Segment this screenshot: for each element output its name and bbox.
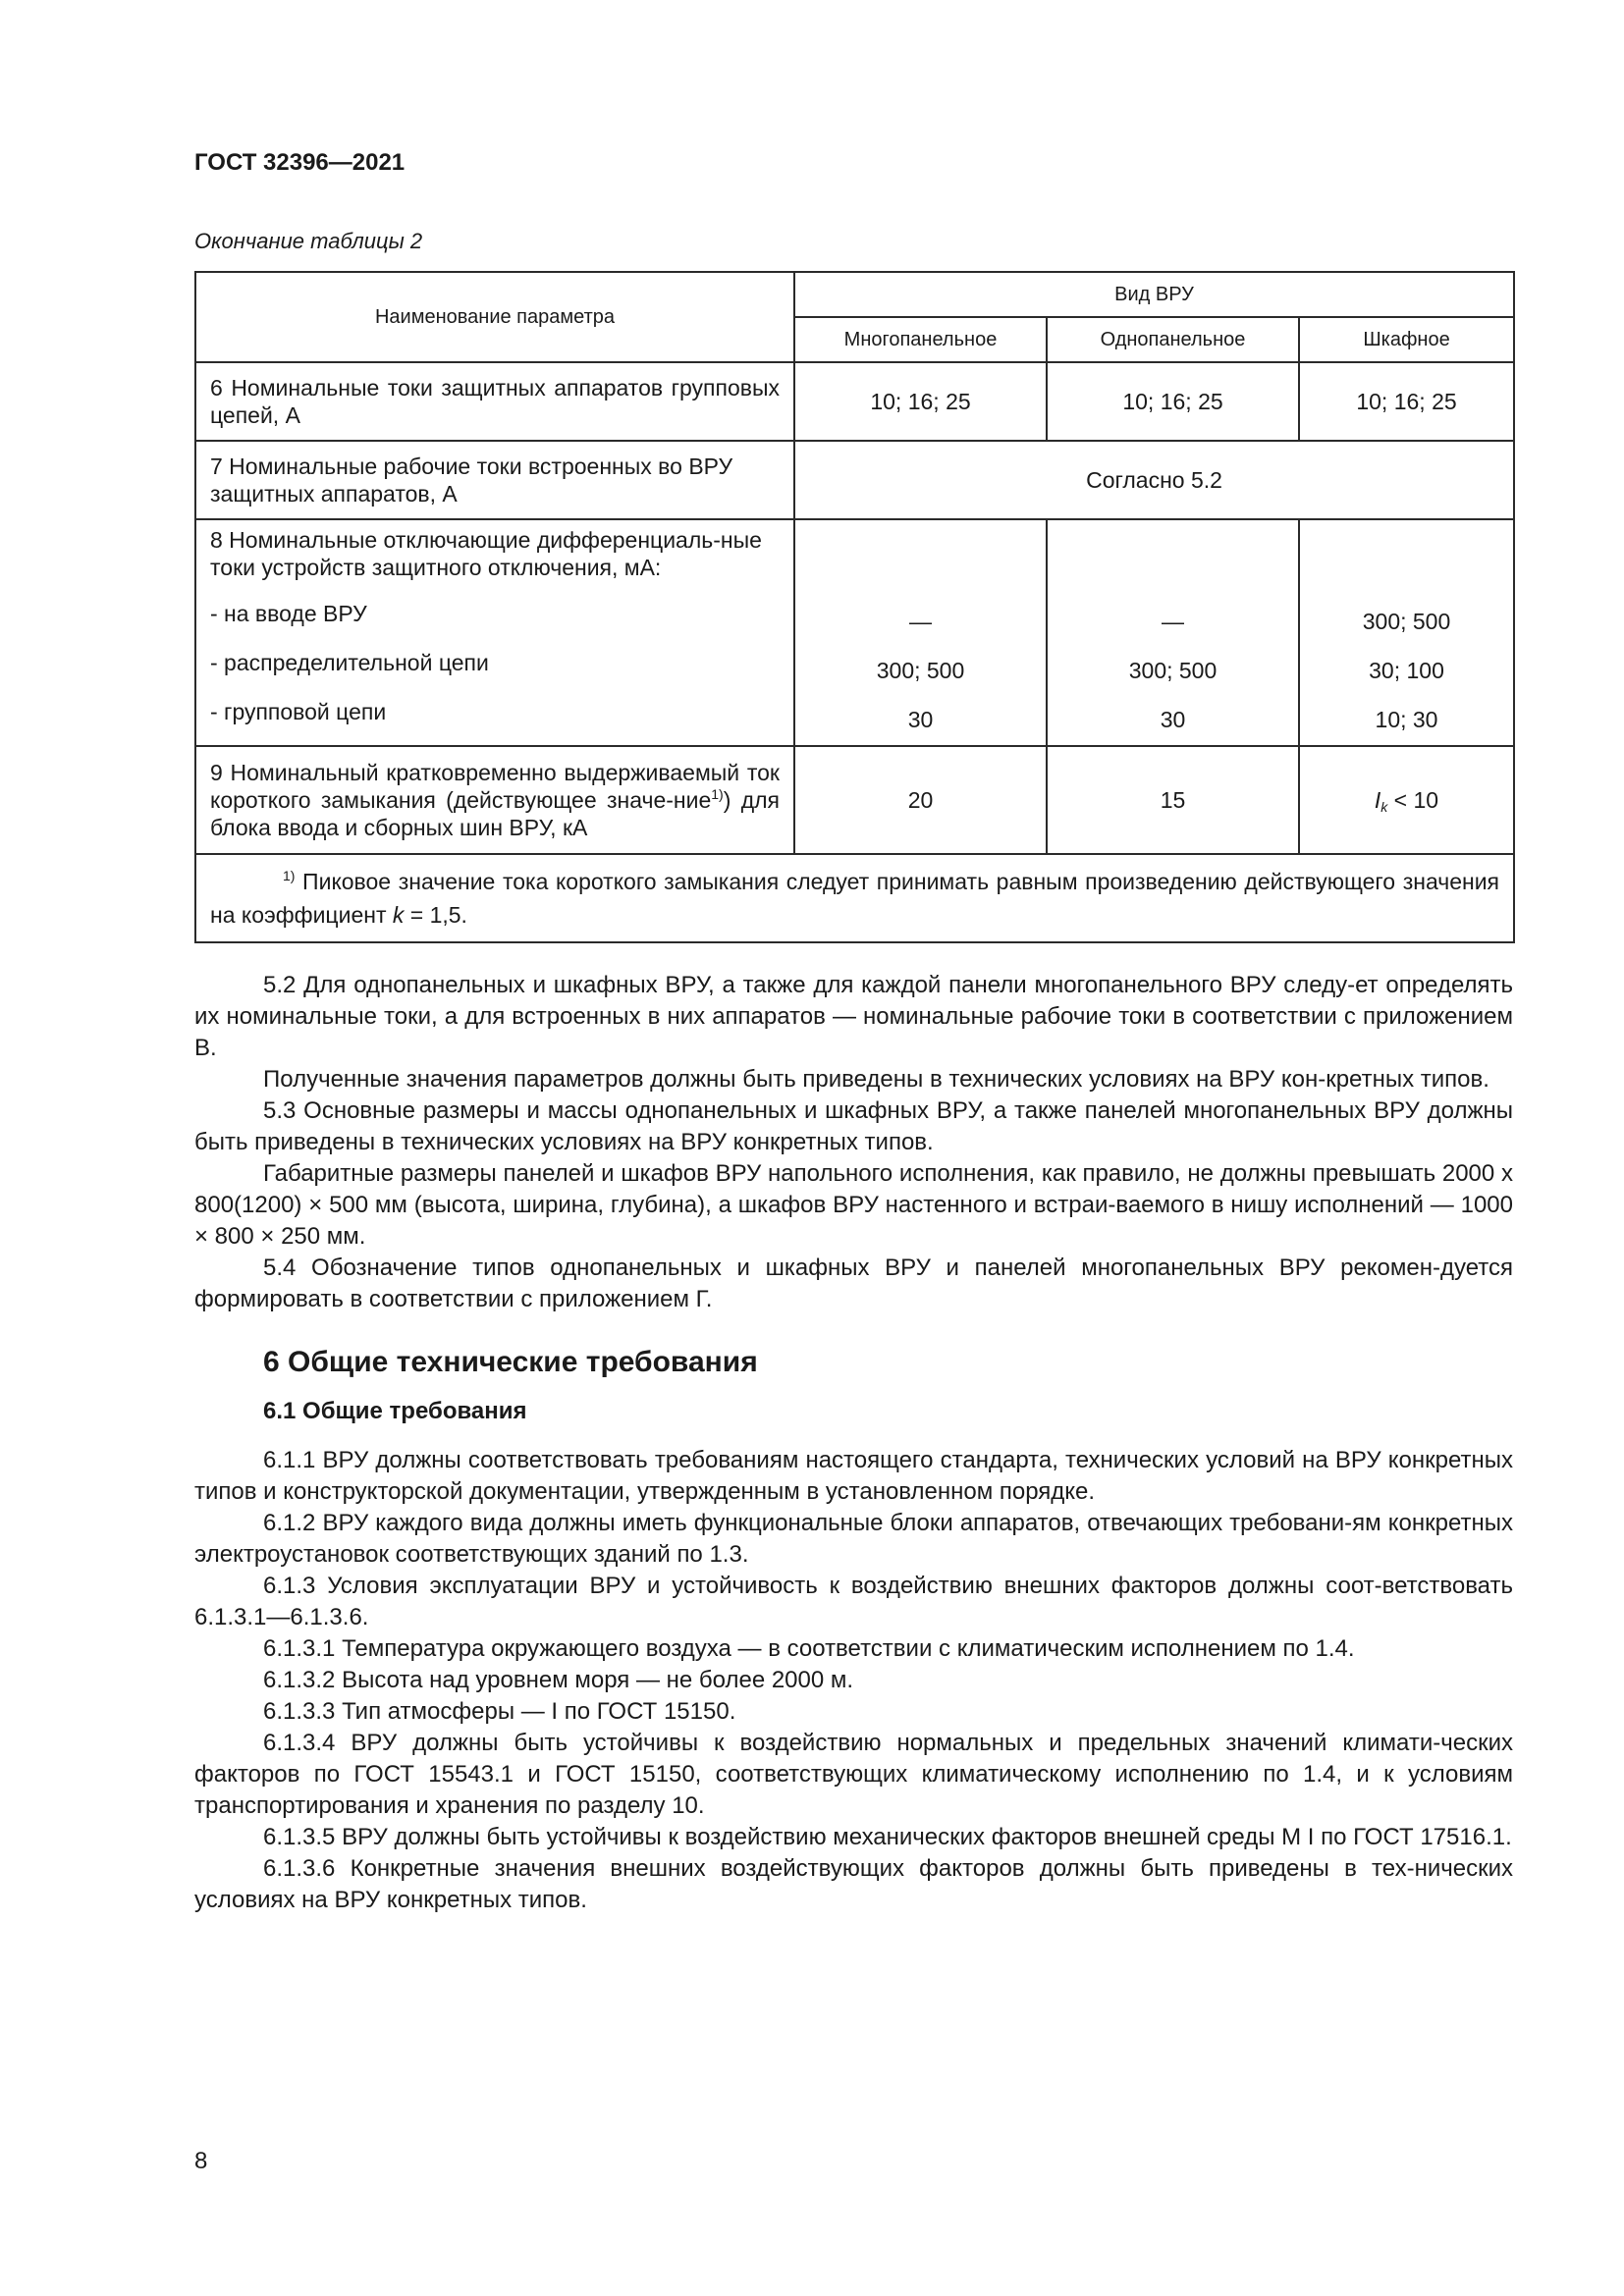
row8-sub-label-group: - групповой цепи xyxy=(210,699,387,724)
row9-value-singlepanel: 15 xyxy=(1047,746,1299,854)
row8-value: 10; 30 xyxy=(1375,707,1438,732)
paragraph-6-1-3-5: 6.1.3.5 ВРУ должны быть устойчивы к воздействию механических факторов внешней среды М I по ГОСТ 17516.1. xyxy=(263,1824,1512,1850)
table-row xyxy=(195,362,1514,441)
row8-value: 300; 500 xyxy=(1362,609,1451,634)
row8-values-cabinet xyxy=(1299,519,1514,746)
section-heading: 6 Общие технические требования xyxy=(263,1346,758,1378)
footnote-ref: 1) xyxy=(711,786,724,802)
row9-value-multipanel: 20 xyxy=(794,746,1047,854)
paragraph-6-1-1: 6.1.1 ВРУ должны соответствовать требованиям настоящего стандарта, технических условий на ВРУ конкретных типов и конструкторской документации, утвержденным в установленном порядке. xyxy=(194,1447,1513,1505)
header-col-singlepanel: Однопанельное xyxy=(1047,317,1299,362)
row8-value: 300; 500 xyxy=(1128,658,1218,683)
row8-value: 30 xyxy=(1160,707,1186,732)
header-vru-type: Вид ВРУ xyxy=(794,272,1514,317)
row6-value-multipanel: 10; 16; 25 xyxy=(794,362,1047,441)
row8-value: — xyxy=(1162,609,1184,634)
row6-value-singlepanel: 10; 16; 25 xyxy=(1047,362,1299,441)
paragraph-6-1-2: 6.1.2 ВРУ каждого вида должны иметь функциональные блоки аппаратов, отвечающих требовани-ям конкретных электроустановок соответствующих зданий по 1.3. xyxy=(194,1510,1513,1568)
row8-sub-label-input: - на вводе ВРУ xyxy=(210,601,367,626)
paragraph-6-1-3-1: 6.1.3.1 Температура окружающего воздуха — в соответствии с климатическим исполнением по 1.4. xyxy=(263,1635,1355,1662)
paragraph-6-1-3-2: 6.1.3.2 Высота над уровнем моря — не более 2000 м. xyxy=(263,1667,854,1693)
paragraph-6-1-3-4: 6.1.3.4 ВРУ должны быть устойчивы к воздействию нормальных и предельных значений климати-ческих факторов по ГОСТ 15543.1 и ГОСТ 15150, соответствующих климатическому исполнению по 1.4, и к условиям транспортирования и хранения по разделу 10. xyxy=(194,1730,1513,1819)
paragraph-5-3: 5.3 Основные размеры и массы однопанельных и шкафных ВРУ, а также панелей многопанельных ВРУ должны быть приведены в технических условиях на ВРУ конкретных типов. xyxy=(194,1097,1513,1155)
paragraph: Габаритные размеры панелей и шкафов ВРУ напольного исполнения, как правило, не должны превышать 2000 х 800(1200) × 500 мм (высота, ширина, глубина), а шкафов ВРУ настенного и встраи-ваемого в нишу исполнений — 1000 × 800 × 250 мм. xyxy=(194,1160,1513,1250)
paragraph-5-4: 5.4 Обозначение типов однопанельных и шкафных ВРУ и панелей многопанельных ВРУ рекомен-дуется формировать в соответствии с приложением Г. xyxy=(194,1255,1513,1312)
row8-value: 30 xyxy=(907,707,934,732)
paragraph-5-2: 5.2 Для однопанельных и шкафных ВРУ, а также для каждой панели многопанельного ВРУ следу-ет определять их номинальные токи, а для встроенных в них аппаратов — номинальные рабочие токи в соответствии с приложением В. xyxy=(194,972,1513,1061)
page-number: 8 xyxy=(194,2148,208,2174)
row7-name: 7 Номинальные рабочие токи встроенных во ВРУ защитных аппаратов, А xyxy=(195,441,794,519)
header-param-name: Наименование параметра xyxy=(195,272,794,362)
row8-name: 8 Номинальные отключающие дифференциаль-ные токи устройств защитного отключения, мА: xyxy=(210,527,762,580)
row8-values-singlepanel xyxy=(1047,519,1299,746)
row8-value: 300; 500 xyxy=(876,658,965,683)
row9-value-cabinet: $I_k < 10$ xyxy=(1299,746,1514,854)
document-body xyxy=(194,970,1513,1916)
row6-value-cabinet: 10; 16; 25 xyxy=(1299,362,1514,441)
row7-value: Согласно 5.2 xyxy=(794,441,1514,519)
subsection-heading: 6.1 Общие требования xyxy=(263,1398,527,1424)
table-caption: Окончание таблицы 2 xyxy=(194,229,423,253)
row8-value: — xyxy=(909,609,932,634)
table-row xyxy=(195,441,1514,519)
paragraph-6-1-3-3: 6.1.3.3 Тип атмосферы — I по ГОСТ 15150. xyxy=(263,1698,736,1725)
table-footnote-row xyxy=(195,854,1514,942)
header-col-cabinet: Шкафное xyxy=(1299,317,1514,362)
row8-name-cell xyxy=(195,519,794,746)
row8-values-multipanel xyxy=(794,519,1047,746)
row8-value: 30; 100 xyxy=(1369,658,1444,683)
row6-name: 6 Номинальные токи защитных аппаратов групповых цепей, А xyxy=(195,362,794,441)
document-code: ГОСТ 32396—2021 xyxy=(194,149,406,176)
table-row xyxy=(195,519,1514,746)
row9-name: 9 Номинальный кратковременно выдерживаемый ток короткого замыкания (действующее значе-ние$^{1)}$) для блока ввода и сборных шин ВРУ, кА xyxy=(195,746,794,854)
row8-sub-label-distribution: - распределительной цепи xyxy=(210,650,489,675)
parameters-table xyxy=(194,271,1515,943)
header-col-multipanel: Многопанельное xyxy=(794,317,1047,362)
table-row xyxy=(195,746,1514,854)
paragraph-6-1-3: 6.1.3 Условия эксплуатации ВРУ и устойчивость к воздействию внешних факторов должны соот-ветствовать 6.1.3.1—6.1.3.6. xyxy=(194,1573,1513,1630)
paragraph-6-1-3-6: 6.1.3.6 Конкретные значения внешних воздействующих факторов должны быть приведены в тех-нических условиях на ВРУ конкретных типов. xyxy=(194,1855,1513,1913)
paragraph: Полученные значения параметров должны быть приведены в технических условиях на ВРУ кон-кретных типов. xyxy=(263,1066,1489,1093)
table-footnote: $^{1)}$ Пиковое значение тока короткого замыкания следует принимать равным произведению действующего значения на коэффициент k = 1,5. xyxy=(195,854,1514,942)
